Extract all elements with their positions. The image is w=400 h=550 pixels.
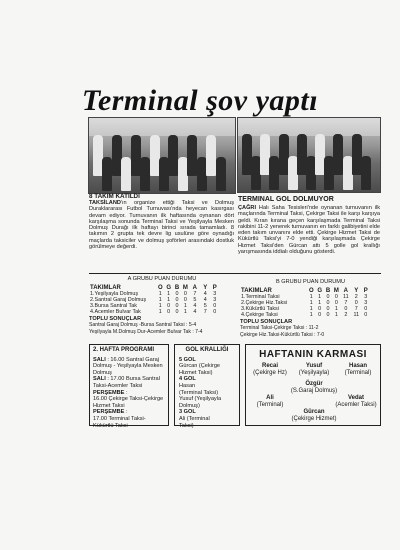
headline: Terminal şov yaptı	[81, 84, 319, 117]
karma-box	[245, 344, 381, 426]
stat-cell: 1	[167, 290, 171, 297]
stat-cell: 3	[364, 300, 368, 306]
karma-player: Ali (Terminal)	[256, 395, 284, 408]
player-figure	[269, 156, 279, 189]
column-header: P	[212, 284, 217, 291]
stat-cell: 1	[158, 290, 162, 297]
program-item	[93, 357, 165, 377]
stat-cell: 1	[309, 293, 313, 300]
scorers-list	[179, 357, 235, 430]
stat-cell: 1	[318, 293, 322, 300]
player-figure	[187, 135, 197, 176]
left-article-body	[89, 200, 234, 250]
program-day: SALI	[93, 356, 106, 363]
program-item	[93, 376, 165, 389]
scorers-box	[174, 344, 240, 429]
program-list	[93, 357, 165, 430]
stat-cell: 0	[318, 306, 322, 313]
divider-tables	[89, 273, 381, 274]
stat-cell: 7	[354, 306, 358, 313]
left-article-caption: 8 TAKIM KATILDI	[89, 193, 140, 200]
stat-cell: 0	[175, 290, 179, 297]
column-header: M	[333, 287, 339, 294]
column-header: B	[174, 284, 180, 291]
stat-cell: 1	[318, 300, 322, 306]
column-header: A	[192, 284, 197, 291]
stat-cell: 0	[175, 297, 179, 303]
stat-cell: 3	[213, 297, 217, 303]
team-cell: 2.Çekirge Hiz.Taksi	[241, 300, 288, 306]
scorer-goals: 4 GOL	[179, 376, 196, 383]
stat-cell: 7	[193, 290, 197, 297]
stat-cell: 1	[183, 303, 187, 310]
column-header: A	[343, 287, 348, 294]
column-header: O	[157, 284, 163, 291]
group-b	[240, 279, 381, 338]
right-article-caption: TERMINAL GOL DOLMUYOR	[238, 196, 334, 203]
program-item	[93, 390, 165, 397]
column-header: M	[182, 284, 188, 291]
stat-cell: 11	[353, 312, 360, 319]
group-b-title: B GRUBU PUAN DURUMU	[276, 279, 345, 285]
player-figure	[206, 135, 216, 176]
karma-player: Özgür (S.Garaj Dolmuş)	[290, 381, 338, 394]
stat-cell: 1	[158, 309, 162, 316]
stat-cell: 0	[167, 303, 171, 310]
program-text: :	[125, 389, 128, 396]
scorer-name: Gürcan (Çekirge	[179, 363, 221, 370]
column-header: G	[166, 284, 171, 291]
stat-cell: 1	[158, 303, 162, 310]
stat-cell: 3	[213, 290, 217, 297]
stat-cell: 0	[354, 300, 358, 306]
group-a-result: Yeşilyayla M.Dolmuş Dur-Acemler Bulvar Tak : 7-4	[89, 328, 203, 335]
group-a-title: A GRUBU PUAN DURUMU	[127, 276, 197, 282]
team-cell: 3.Kükürtlü Taksi	[241, 306, 279, 313]
stat-cell: 0	[326, 312, 330, 319]
stat-cell: 0	[213, 303, 217, 310]
column-header: TAKIMLAR	[90, 284, 121, 291]
scorer-name: Dolmuş)	[179, 402, 200, 409]
left-article-lead: TAKSİLAND	[89, 200, 121, 206]
group-a-result: Santral Garaj Dolmuş -Bursa Santral Taksi : 5-4	[89, 322, 197, 329]
stat-cell: 2	[344, 312, 348, 319]
column-header: Y	[203, 284, 208, 291]
team-cell: 1.Terminal Taksi	[241, 293, 280, 300]
stat-cell: 4	[193, 303, 197, 310]
team-cell: 1.Yeşilyayla Dolmuş	[90, 290, 139, 297]
karma-player: Vedat (Acemler Taksi)	[335, 395, 377, 408]
program-text: : 16.00 Santral Garaj Dolmuş - Yeşilyayla Mesken Dolmuş	[93, 356, 163, 376]
stat-cell: 1	[334, 312, 338, 319]
team-cell: 3.Bursa Santral Tak	[90, 303, 137, 310]
scorer-goals: 3 GOL	[179, 409, 196, 416]
stat-cell: 0	[326, 293, 330, 300]
group-b-result: Çekirge Hiz.Taksi-Kükürtlü Taksi : 7-0	[240, 331, 325, 338]
player-figure	[361, 156, 371, 189]
group-a-results-title: TOPLU SONUÇLAR	[89, 315, 142, 322]
stat-cell: 2	[354, 293, 358, 300]
column-header: P	[363, 287, 368, 294]
program-day: PERŞEMBE	[93, 409, 125, 416]
program-item	[93, 396, 165, 409]
stat-cell: 0	[175, 303, 179, 310]
left-article-text: 'ın organize ettiği Taksi ve Dolmuş Duraklararası Futbol Turnuvası'nda heyecan kasırgası devam ediyor. Turnuvanın ilk haftasında oynanan dört karşılaşma sonunda Terminal Taksi ve Yeşilyayla Mesken Dolmuş Durağı ilk haftayı birinci sırada tamamladı. 8 takımın 2 grupta tek devre lig usulüne göre oynadığı maçlarda taksiciler ve dolmuş şoförleri arasındaki dostluk görülmeye değerdi.	[89, 200, 234, 251]
stat-cell: 4	[203, 297, 207, 303]
right-article-text: Halı Saha Tesisleri'nde oynanan turnuvanın ilk maçlarında Terminal Taksi, Çekirge Taksi ile karşı karşıya geldi. Kıran kırana geçen karşılaşmada Terminal Taksi rakibini 11-2 yenerek turnuvanın en farklı galibiyetini elde eden takım unvanını elde etti. Çekirge Hizmet Taksi de Kükürtlü Taksi'yi 7-0 yendiği karşılaşmada Çekirge Hizmet Taksi'den Gürcan attı 5 golle gol krallığı yarışmasında iddialı olduğunu gösterdi.	[238, 205, 380, 256]
stat-cell: 0	[326, 300, 330, 306]
stat-cell: 1	[167, 297, 171, 303]
karma-player: Gürcan (Çekirge Hizmet)	[291, 409, 337, 422]
right-article-body	[238, 205, 380, 255]
stat-cell: 0	[183, 290, 187, 297]
scorer-name: (Terminal Taksi)	[179, 389, 219, 396]
stat-cell: 5	[203, 303, 207, 310]
stat-cell: 0	[334, 300, 338, 306]
program-item	[93, 416, 165, 429]
karma-title: HAFTANIN KARMASI	[259, 349, 367, 360]
group-a	[89, 276, 235, 335]
group-b-table	[240, 288, 370, 319]
column-header: B	[325, 287, 331, 294]
player-figure	[333, 134, 343, 175]
program-box	[89, 344, 169, 429]
scorers-title: GOL KRALLIĞI	[185, 347, 229, 353]
stat-cell: 4	[193, 309, 197, 316]
column-header: O	[308, 287, 314, 294]
stat-cell: 5	[193, 297, 197, 303]
player-figure	[168, 135, 178, 176]
karma-player: Hasan (Terminal)	[344, 363, 372, 376]
column-header: Y	[354, 287, 359, 294]
scorer-name: Hizmet Taksi)	[179, 369, 213, 376]
program-text: : 17.00 Bursa Santral Taksi-Acemler Taksi	[93, 376, 160, 389]
stat-cell: 7	[344, 300, 348, 306]
column-header: G	[317, 287, 322, 294]
program-day: PERŞEMBE	[93, 389, 125, 396]
player-figure	[216, 157, 226, 191]
stat-cell: 0	[334, 293, 338, 300]
group-b-result: Terminal Taksi-Çekirge Taksi : 11-2	[240, 325, 319, 332]
stat-cell: 0	[318, 312, 322, 319]
column-header: TAKIMLAR	[241, 287, 272, 294]
team-cell: 4.Çekirge Taksi	[241, 312, 278, 319]
group-b-results-title: TOPLU SONUÇLAR	[240, 318, 293, 325]
team-photo-left	[88, 117, 236, 194]
scorer-name: Ali (Terminal	[179, 415, 210, 422]
player-figure	[140, 157, 150, 191]
stat-cell: 3	[364, 293, 368, 300]
stat-cell: 0	[175, 309, 179, 316]
stat-cell: 1	[183, 309, 187, 316]
program-item	[93, 409, 165, 416]
team-photo-right	[237, 117, 381, 193]
program-title: 2. HAFTA PROGRAMI	[93, 347, 154, 353]
stat-cell: 0	[183, 297, 187, 303]
player-figure	[121, 157, 131, 191]
scorer-name: Yusuf (Yeşilyayla	[179, 396, 222, 403]
program-day: SALI	[93, 376, 106, 383]
scorer-name: Taksi)	[179, 422, 194, 429]
group-a-table	[89, 285, 219, 316]
stat-cell: 0	[344, 306, 348, 313]
team-cell: 2.Santral Garaj Dolmuş	[90, 297, 147, 303]
stat-cell: 0	[167, 309, 171, 316]
right-article-lead: ÇAĞRI	[238, 205, 257, 211]
stat-cell: 7	[203, 309, 207, 316]
scorer-goals: 5 GOL	[179, 356, 196, 363]
stat-cell: 0	[326, 306, 330, 313]
stat-cell: 0	[364, 306, 368, 313]
karma-player: Yusuf (Yeşilyayla)	[298, 363, 330, 376]
stat-cell: 1	[158, 297, 162, 303]
player-figure	[102, 157, 112, 191]
karma-player: Recai (Çekirge Hz)	[253, 363, 287, 376]
scorer-name: Hasan	[179, 382, 196, 389]
stat-cell: 1	[309, 312, 313, 319]
stat-cell: 11	[343, 293, 349, 300]
stat-cell: 1	[334, 306, 338, 313]
stat-cell: 1	[309, 306, 313, 313]
stat-cell: 0	[364, 312, 368, 319]
stat-cell: 1	[309, 300, 313, 306]
stat-cell: 0	[213, 309, 217, 316]
program-text: 17.00 Terminal Taksi-Kükürtlü Taksi	[93, 415, 146, 429]
program-text: :	[125, 409, 128, 416]
program-text: 16.00 Çekirge Taksi-Çekirge Hizmet Taksi	[93, 396, 164, 409]
team-cell: 4.Acemler Bulvar Tak	[90, 309, 141, 316]
stat-cell: 4	[203, 290, 207, 297]
